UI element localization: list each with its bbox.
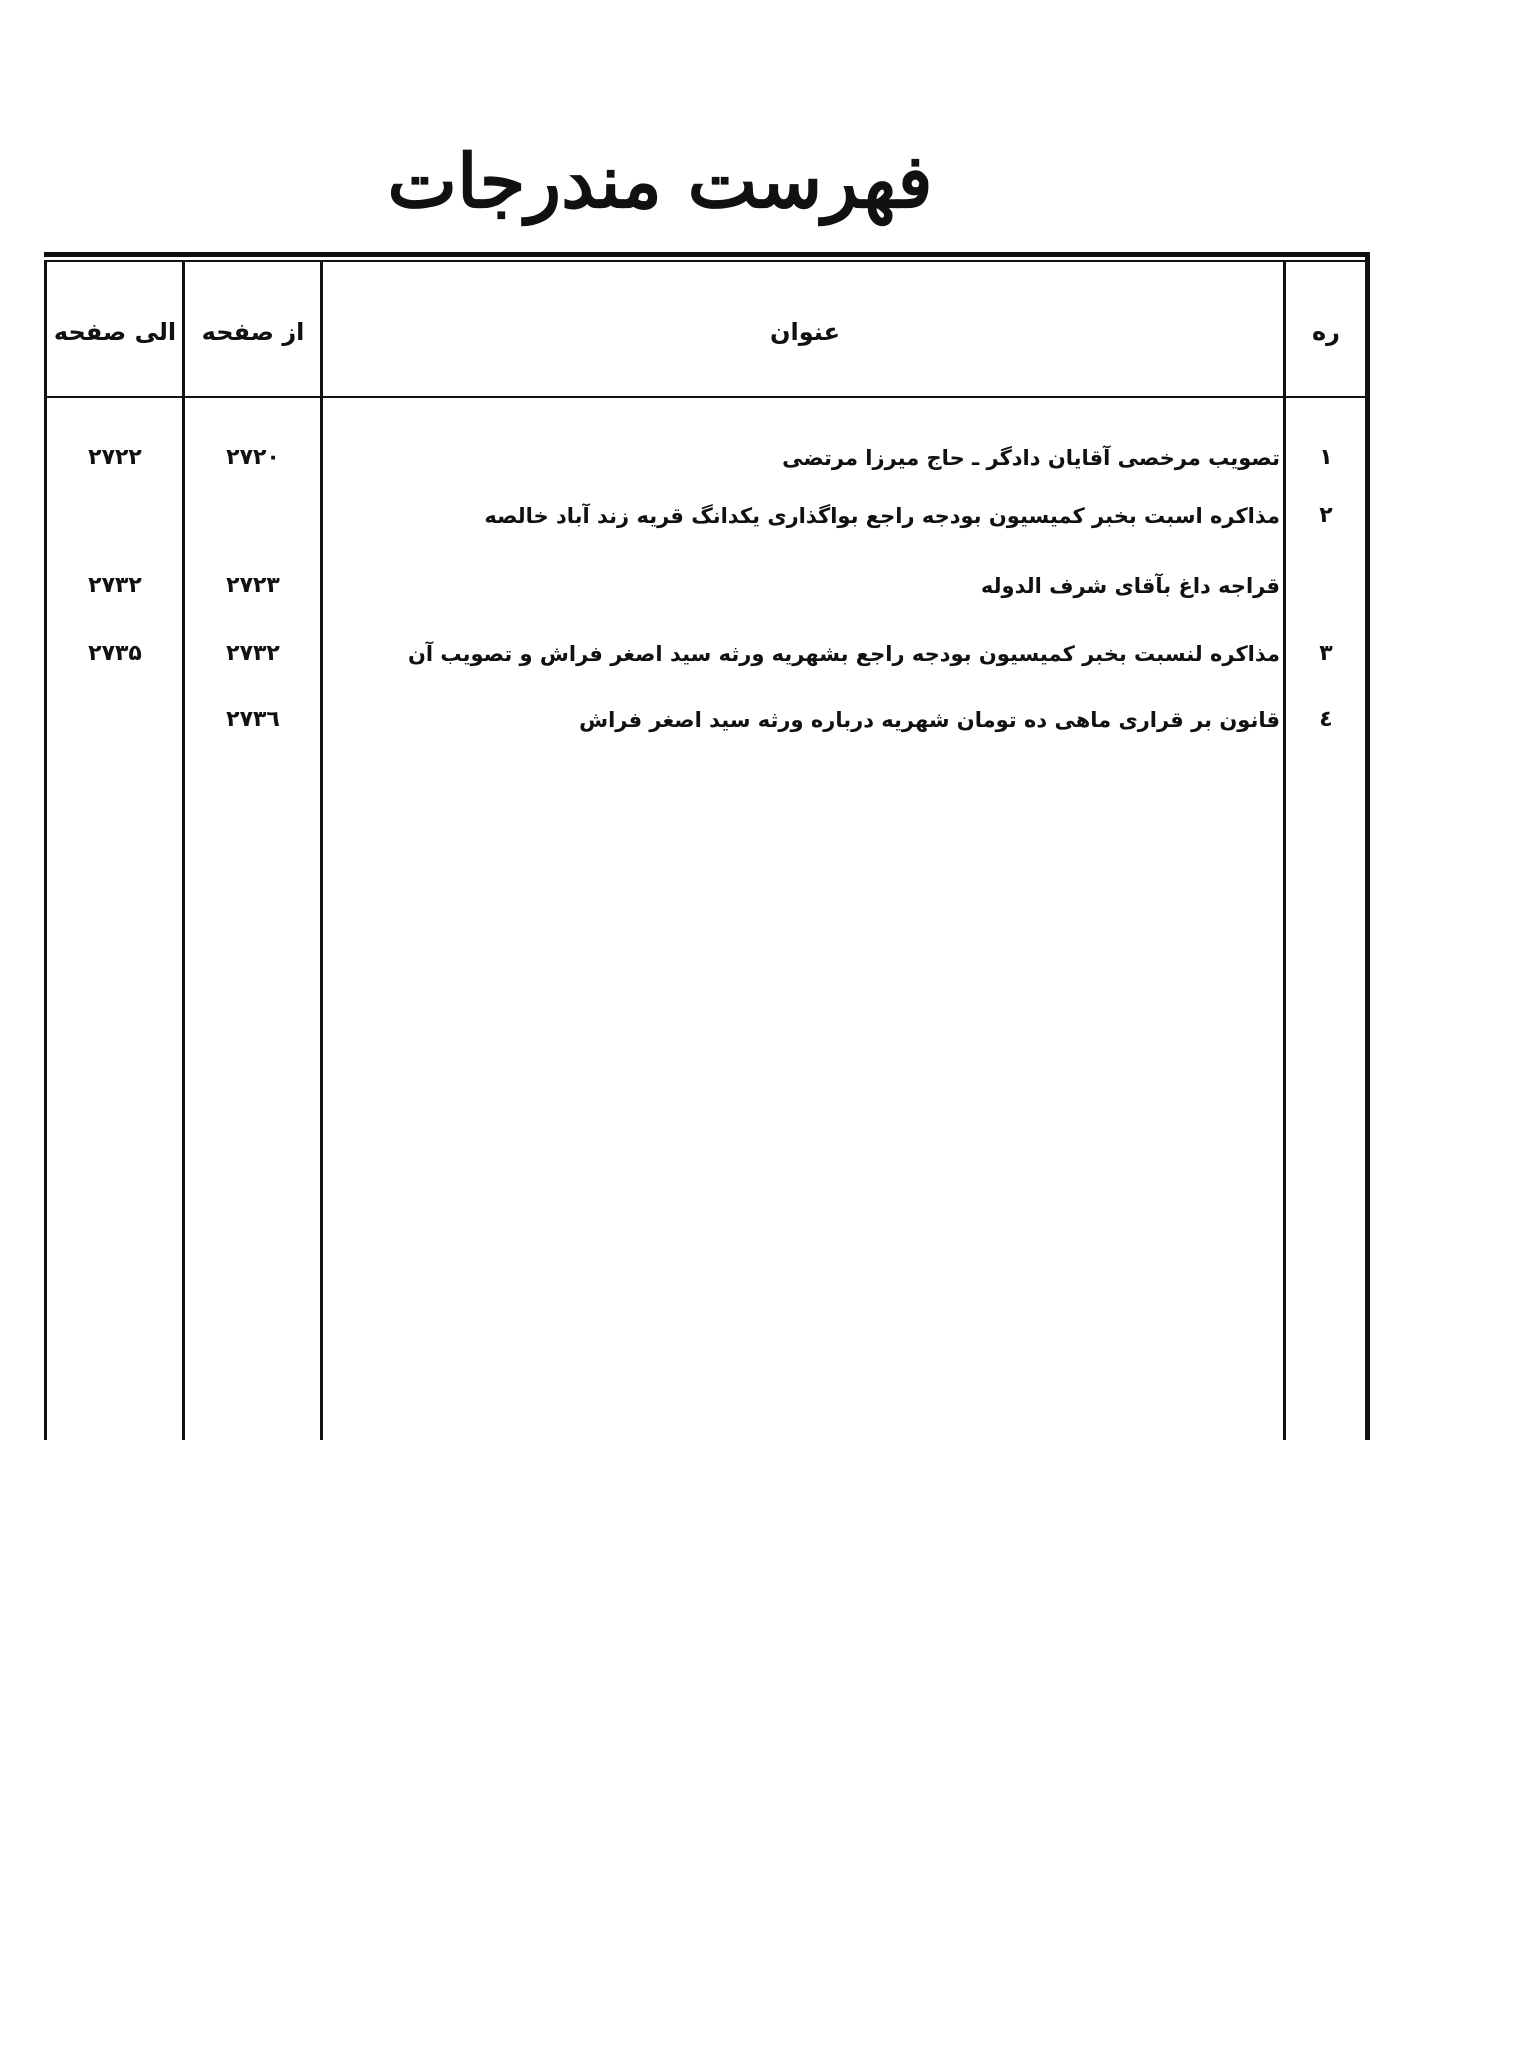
row-2-title-line-1: مذاکره اسبت بخبر کمیسیون بودجه راجع بواگذاری یکدانگ قریه زند آباد خالصه bbox=[484, 504, 1280, 528]
row-2-from-page: ۲۷۲۳ bbox=[226, 573, 280, 598]
header-rule bbox=[44, 396, 1369, 398]
page-title: فهرست مندرجات bbox=[387, 139, 933, 225]
header-subject: عنوان bbox=[770, 318, 840, 346]
row-2-title-line-2: قراجه داغ بآقای شرف الدوله bbox=[980, 574, 1280, 598]
row-3-to-page: ۲۷۳۵ bbox=[88, 641, 142, 666]
row-1-title: تصویب مرخصی آقایان دادگر ـ حاج میرزا مرتضی bbox=[782, 446, 1280, 470]
header-number: ره bbox=[1312, 318, 1340, 346]
row-1-number: ۱ bbox=[1319, 445, 1333, 470]
row-4-from-page: ۲۷۳٦ bbox=[226, 707, 280, 732]
row-1-from-page: ۲۷۲۰ bbox=[226, 445, 280, 470]
col-rule-from bbox=[182, 262, 185, 1440]
col-rule-subject bbox=[320, 262, 323, 1440]
row-2-to-page: ۲۷۳۲ bbox=[88, 573, 142, 598]
row-4-title: قانون بر قراری ماهی ده تومان شهریه درباره ورثه سید اصغر فراش bbox=[579, 708, 1280, 732]
row-4-to-page bbox=[48, 700, 182, 740]
row-1-to-page: ۲۷۲۲ bbox=[88, 445, 142, 470]
table-top-rule-2 bbox=[44, 260, 1369, 262]
row-2-number: ۲ bbox=[1319, 503, 1333, 528]
row-3-number: ۳ bbox=[1319, 641, 1333, 666]
row-3-from-page: ۲۷۳۲ bbox=[226, 641, 280, 666]
col-rule-right-outer bbox=[1365, 252, 1370, 1440]
header-from-page: از صفحه bbox=[201, 318, 305, 346]
col-rule-right bbox=[1283, 262, 1286, 1440]
col-rule-left bbox=[44, 262, 47, 1440]
header-to-page: الی صفحه bbox=[53, 318, 177, 346]
row-4-number: ٤ bbox=[1319, 707, 1333, 732]
row-3-title: مذاکره لنسبت بخبر کمیسیون بودجه راجع بشهریه ورثه سید اصغر فراش و تصویب آن bbox=[407, 642, 1280, 666]
table-top-rule bbox=[44, 252, 1369, 257]
